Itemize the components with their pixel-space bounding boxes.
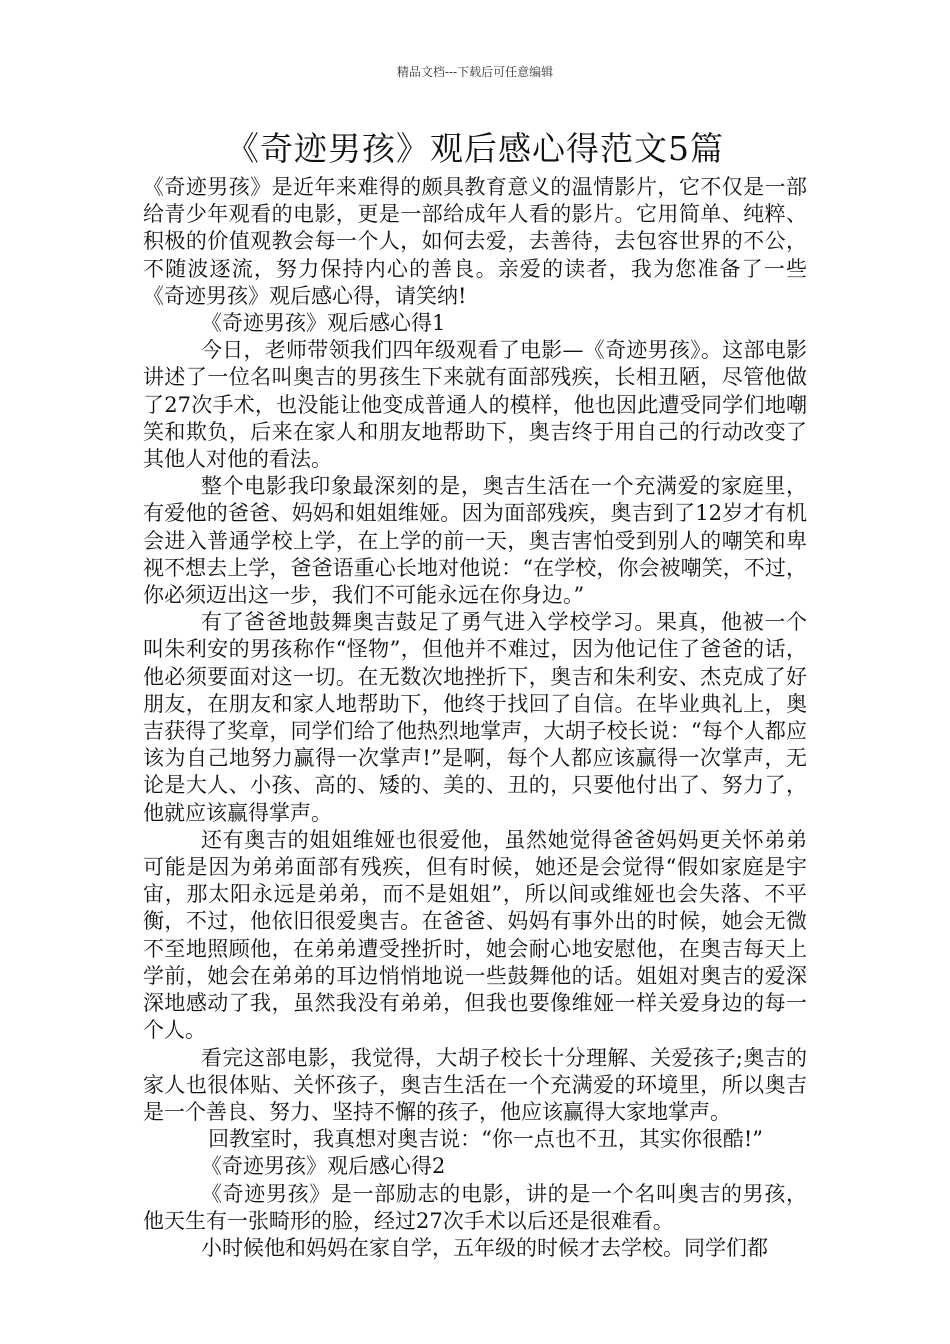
document-body <box>143 174 807 1262</box>
page-header: 精品文档---下载后可任意编辑 <box>396 65 554 79</box>
paragraph: 小时候他和妈妈在家自学，五年级的时候才去学校。同学们都 <box>200 1235 768 1260</box>
paragraph: 《奇迹男孩》是一部励志的电影，讲的是一个名叫奥吉的男孩，他天生有一张畸形的脸，经过27次手术以后还是很难看。 <box>143 1181 807 1233</box>
document-title: 《奇迹男孩》观后感心得范文5篇 <box>226 129 724 168</box>
intro-paragraph: 《奇迹男孩》是近年来难得的颇具教育意义的温情影片，它不仅是一部给青少年观看的电影，更是一部给成年人看的影片。它用简单、纯粹、积极的价值观教会每一个人，如何去爱，去善待，去包容世界的不公，不随波逐流，努力保持内心的善良。亲爱的读者，我为您准备了一些《奇迹男孩》观后感心得，请笑纳! <box>143 175 807 308</box>
paragraph: 今日，老师带领我们四年级观看了电影—《奇迹男孩》。这部电影讲述了一位名叫奥吉的男孩生下来就有面部残疾，长相丑陋，尽管他做了27次手术，也没能让他变成普通人的模样，他也因此遭受同学们地嘲笑和欺负，后来在家人和朋友地帮助下，奥吉终于用自己的行动改变了其他人对他的看法。 <box>143 338 807 472</box>
paragraph: 有了爸爸地鼓舞奥吉鼓足了勇气进入学校学习。果真，他被一个叫朱利安的男孩称作“怪物”，但他并不难过，因为他记住了爸爸的话，他必须要面对这一切。在无数次地挫折下，奥吉和朱利安、杰克成了好朋友，在朋友和家人地帮助下，他终于找回了自信。在毕业典礼上，奥吉获得了奖章，同学们给了他热烈地掌声，大胡子校长说：“每个人都应该为自己地努力赢得一次掌声!”是啊，每个人都应该赢得一次掌声，无论是大人、小孩、高的、矮的、美的、丑的，只要他付出了、努力了，他就应该赢得掌声。 <box>143 610 807 825</box>
section-heading-2: 《奇迹男孩》观后感心得2 <box>200 1154 446 1179</box>
paragraph: 整个电影我印象最深刻的是，奥吉生活在一个充满爱的家庭里，有爱他的爸爸、妈妈和姐姐维娅。因为面部残疾，奥吉到了12岁才有机会进入普通学校上学，在上学的前一天，奥吉害怕受到别人的嘲笑和卑视不想去上学，爸爸语重心长地对他说：“在学校，你会被嘲笑，不过，你必须迈出这一步，我们不可能永远在你身边。” <box>143 474 807 608</box>
paragraph: 回教室时，我真想对奥吉说：“你一点也不丑，其实你很酷!” <box>208 1127 764 1152</box>
section-heading-1: 《奇迹男孩》观后感心得1 <box>200 311 446 336</box>
paragraph: 还有奥吉的姐姐维娅也很爱他，虽然她觉得爸爸妈妈更关怀弟弟可能是因为弟弟面部有残疾，但有时候，她还是会觉得“假如家庭是宇宙，那太阳永远是弟弟，而不是姐姐”，所以间或维娅也会失落、不平衡，不过，他依旧很爱奥吉。在爸爸、妈妈有事外出的时候，她会无微不至地照顾他，在弟弟遭受挫折时，她会耐心地安慰他，在奥吉每天上学前，她会在弟弟的耳边悄悄地说一些鼓舞他的话。姐姐对奥吉的爱深深地感动了我，虽然我没有弟弟，但我也要像维娅一样关爱身边的每一个人。 <box>143 827 807 1043</box>
paragraph: 看完这部电影，我觉得，大胡子校长十分理解、关爱孩子;奥吉的家人也很体贴、关怀孩子，奥吉生活在一个充满爱的环境里，所以奥吉是一个善良、努力、坚持不懈的孩子，他应该赢得大家地掌声。 <box>143 1045 807 1124</box>
